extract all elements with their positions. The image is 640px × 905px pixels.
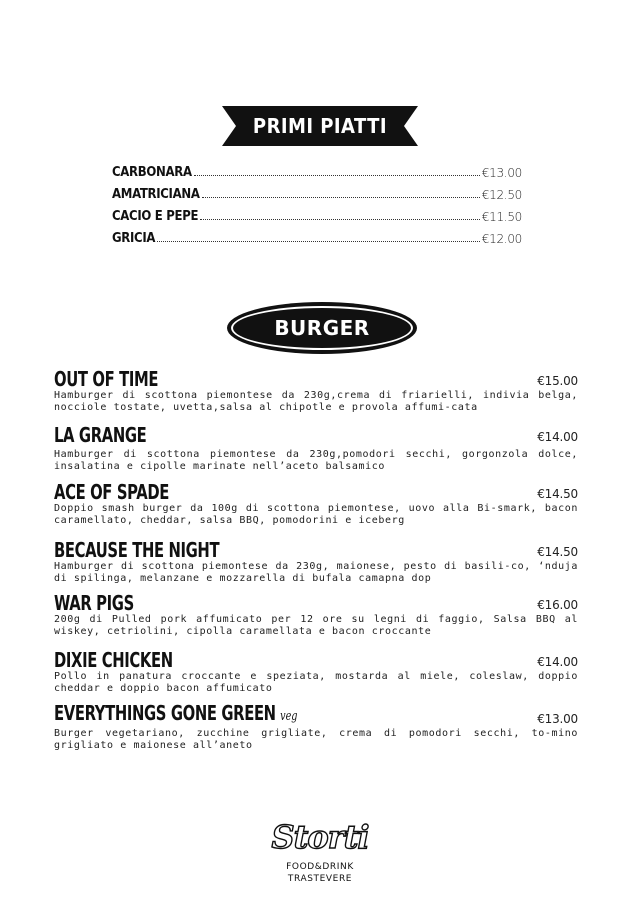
burger-description: Burger vegetariano, zucchine grigliate, crema di pomodori secchi, to-mino grigliato e maionese all’aneto [54,728,578,751]
burger-description: Hamburger di scottona piemontese da 230g, maionese, pesto di basili-co, ‘nduja di spilinga, melanzane e mozzarella di bufala camapna dop [54,561,578,584]
dish-price: €11.50 [481,210,522,224]
primi-list [112,158,522,246]
burger-item-ace-of-spade [54,479,578,526]
burger-name: LA GRANGE [54,423,147,447]
burger-price: €14.00 [537,430,578,444]
dot-leader [157,240,480,242]
dish-name: GRICIA [112,231,156,246]
burger-price: €16.00 [537,598,578,612]
dot-leader [200,218,480,220]
dish-name: CACIO E PEPE [112,209,199,224]
burger-price: €15.00 [537,374,578,388]
burger-price: €14.00 [537,655,578,669]
burger-name-text: EVERYTHINGS GONE GREEN [54,701,276,725]
menu-row-cacio-e-pepe [112,202,522,224]
burger-description: 200g di Pulled pork affumicato per 12 ore su legni di faggio, Salsa BBQ al wiskey, cetriolini, cipolla caramellata e bacon croccante [54,614,578,637]
dot-leader [202,196,480,198]
storti-logo [260,818,380,888]
dish-price: €12.00 [481,232,522,246]
burger-description: Hamburger di scottona piemontese da 230g,pomodori secchi, gorgonzola dolce, insalatina e cipolle marinate nell’aceto balsamico [54,449,578,472]
section-title-burger: BURGER [274,316,370,340]
burger-item-dixie-chicken [54,647,578,694]
burger-item-war-pigs [54,590,578,637]
primi-piatti-banner [222,106,418,146]
section-title-primi: PRIMI PIATTI [252,114,388,138]
burger-name: WAR PIGS [54,591,134,615]
burger-description: Doppio smash burger da 100g di scottona piemontese, uovo alla Bi-smark, bacon caramellato, cheddar, salsa BBQ, pomodorini e iceberg [54,503,578,526]
menu-row-carbonara [112,158,522,180]
burger-name [54,702,297,728]
veg-tag: veg [280,709,298,724]
burger-item-out-of-time [54,366,578,413]
logo-line-1: FOOD&DRINK [286,862,354,872]
dish-price: €12.50 [481,188,522,202]
logo-line-2: TRASTEVERE [287,874,353,884]
dot-leader [194,174,480,176]
burger-price: €14.50 [537,487,578,501]
burger-name: BECAUSE THE NIGHT [54,538,220,562]
logo-script: Storti [271,818,369,856]
burger-price: €13.00 [537,712,578,726]
burger-name: OUT OF TIME [54,367,159,391]
burger-name: DIXIE CHICKEN [54,648,173,672]
menu-row-amatriciana [112,180,522,202]
burger-price: €14.50 [537,545,578,559]
menu-row-gricia [112,224,522,246]
dish-price: €13.00 [481,166,522,180]
burger-item-everythings-gone-green [54,701,578,751]
burger-banner [227,302,417,354]
burger-item-because-the-night [54,537,578,584]
burger-name: ACE OF SPADE [54,480,169,504]
dish-name: CARBONARA [112,165,192,180]
burger-description: Pollo in panatura croccante e speziata, mostarda al miele, coleslaw, doppio cheddar e doppio bacon affumicato [54,671,578,694]
burger-item-la-grange [54,422,578,472]
burger-description: Hamburger di scottona piemontese da 230g,crema di friarielli, indivia belga, nocciole tostate, uvetta,salsa al chipotle e provola affumi-cata [54,390,578,413]
dish-name: AMATRICIANA [112,187,200,202]
